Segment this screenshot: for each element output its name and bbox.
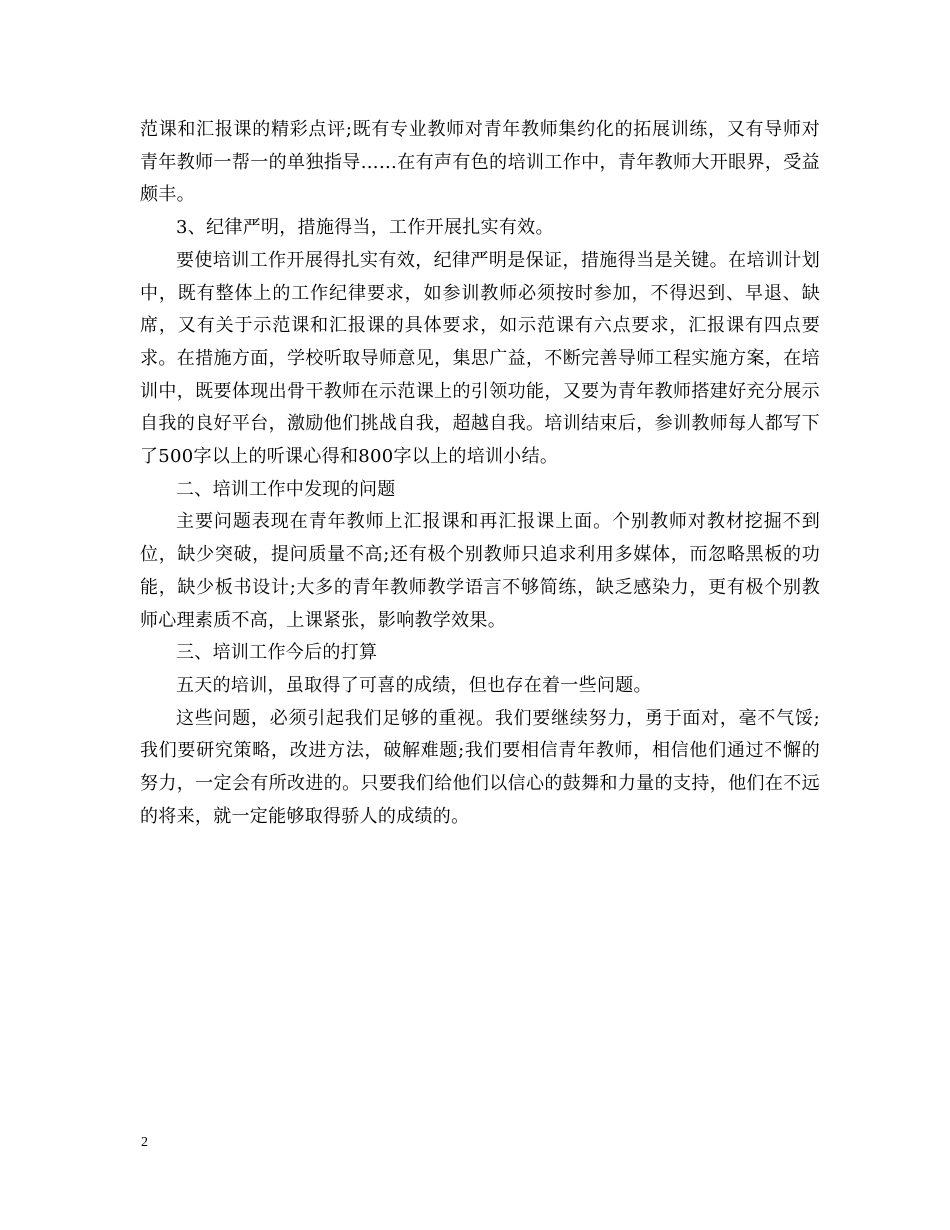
section-heading-problems: 二、培训工作中发现的问题 bbox=[176, 478, 396, 500]
document-body bbox=[140, 114, 820, 833]
paragraph-plans-details: 这些问题，必须引起我们足够的重视。我们要继续努力，勇于面对，毫不气馁;我们要研究策略，改进方法，破解难题;我们要相信青年教师，相信他们通过不懈的努力，一定会有所改进的。只要我们给他们以信心的鼓舞和力量的支持，他们在不远的将来，就一定能够取得骄人的成绩的。 bbox=[140, 707, 820, 827]
paragraph-heading-discipline: 3、纪律严明，措施得当，工作开展扎实有效。 bbox=[176, 217, 554, 239]
page-number: 2 bbox=[141, 1135, 148, 1150]
paragraph-plans-intro: 五天的培训，虽取得了可喜的成绩，但也存在着一些问题。 bbox=[176, 674, 652, 696]
paragraph-continuation: 范课和汇报课的精彩点评;既有专业教师对青年教师集约化的拓展训练，又有导师对青年教师一帮一的单独指导……在有声有色的培训工作中，青年教师大开眼界，受益颇丰。 bbox=[140, 119, 820, 206]
section-heading-plans: 三、培训工作今后的打算 bbox=[176, 642, 378, 664]
paragraph-discipline-details: 要使培训工作开展得扎实有效，纪律严明是保证，措施得当是关键。在培训计划中，既有整体上的工作纪律要求，如参训教师必须按时参加，不得迟到、早退、缺席，又有关于示范课和汇报课的具体要求，如示范课有六点要求，汇报课有四点要求。在措施方面，学校听取导师意见，集思广益，不断完善导师工程实施方案，在培训中，既要体现出骨干教师在示范课上的引领功能，又要为青年教师搭建好充分展示自我的良好平台，激励他们挑战自我，超越自我。培训结束后，参训教师每人都写下了500字以上的听课心得和800字以上的培训小结。 bbox=[140, 249, 820, 468]
paragraph-problems-details: 主要问题表现在青年教师上汇报课和再汇报课上面。个别教师对教材挖掘不到位，缺少突破，提问质量不高;还有极个别教师只追求利用多媒体，而忽略黑板的功能，缺少板书设计;大多的青年教师教学语言不够简练，缺乏感染力，更有极个别教师心理素质不高，上课紧张，影响教学效果。 bbox=[140, 511, 820, 631]
